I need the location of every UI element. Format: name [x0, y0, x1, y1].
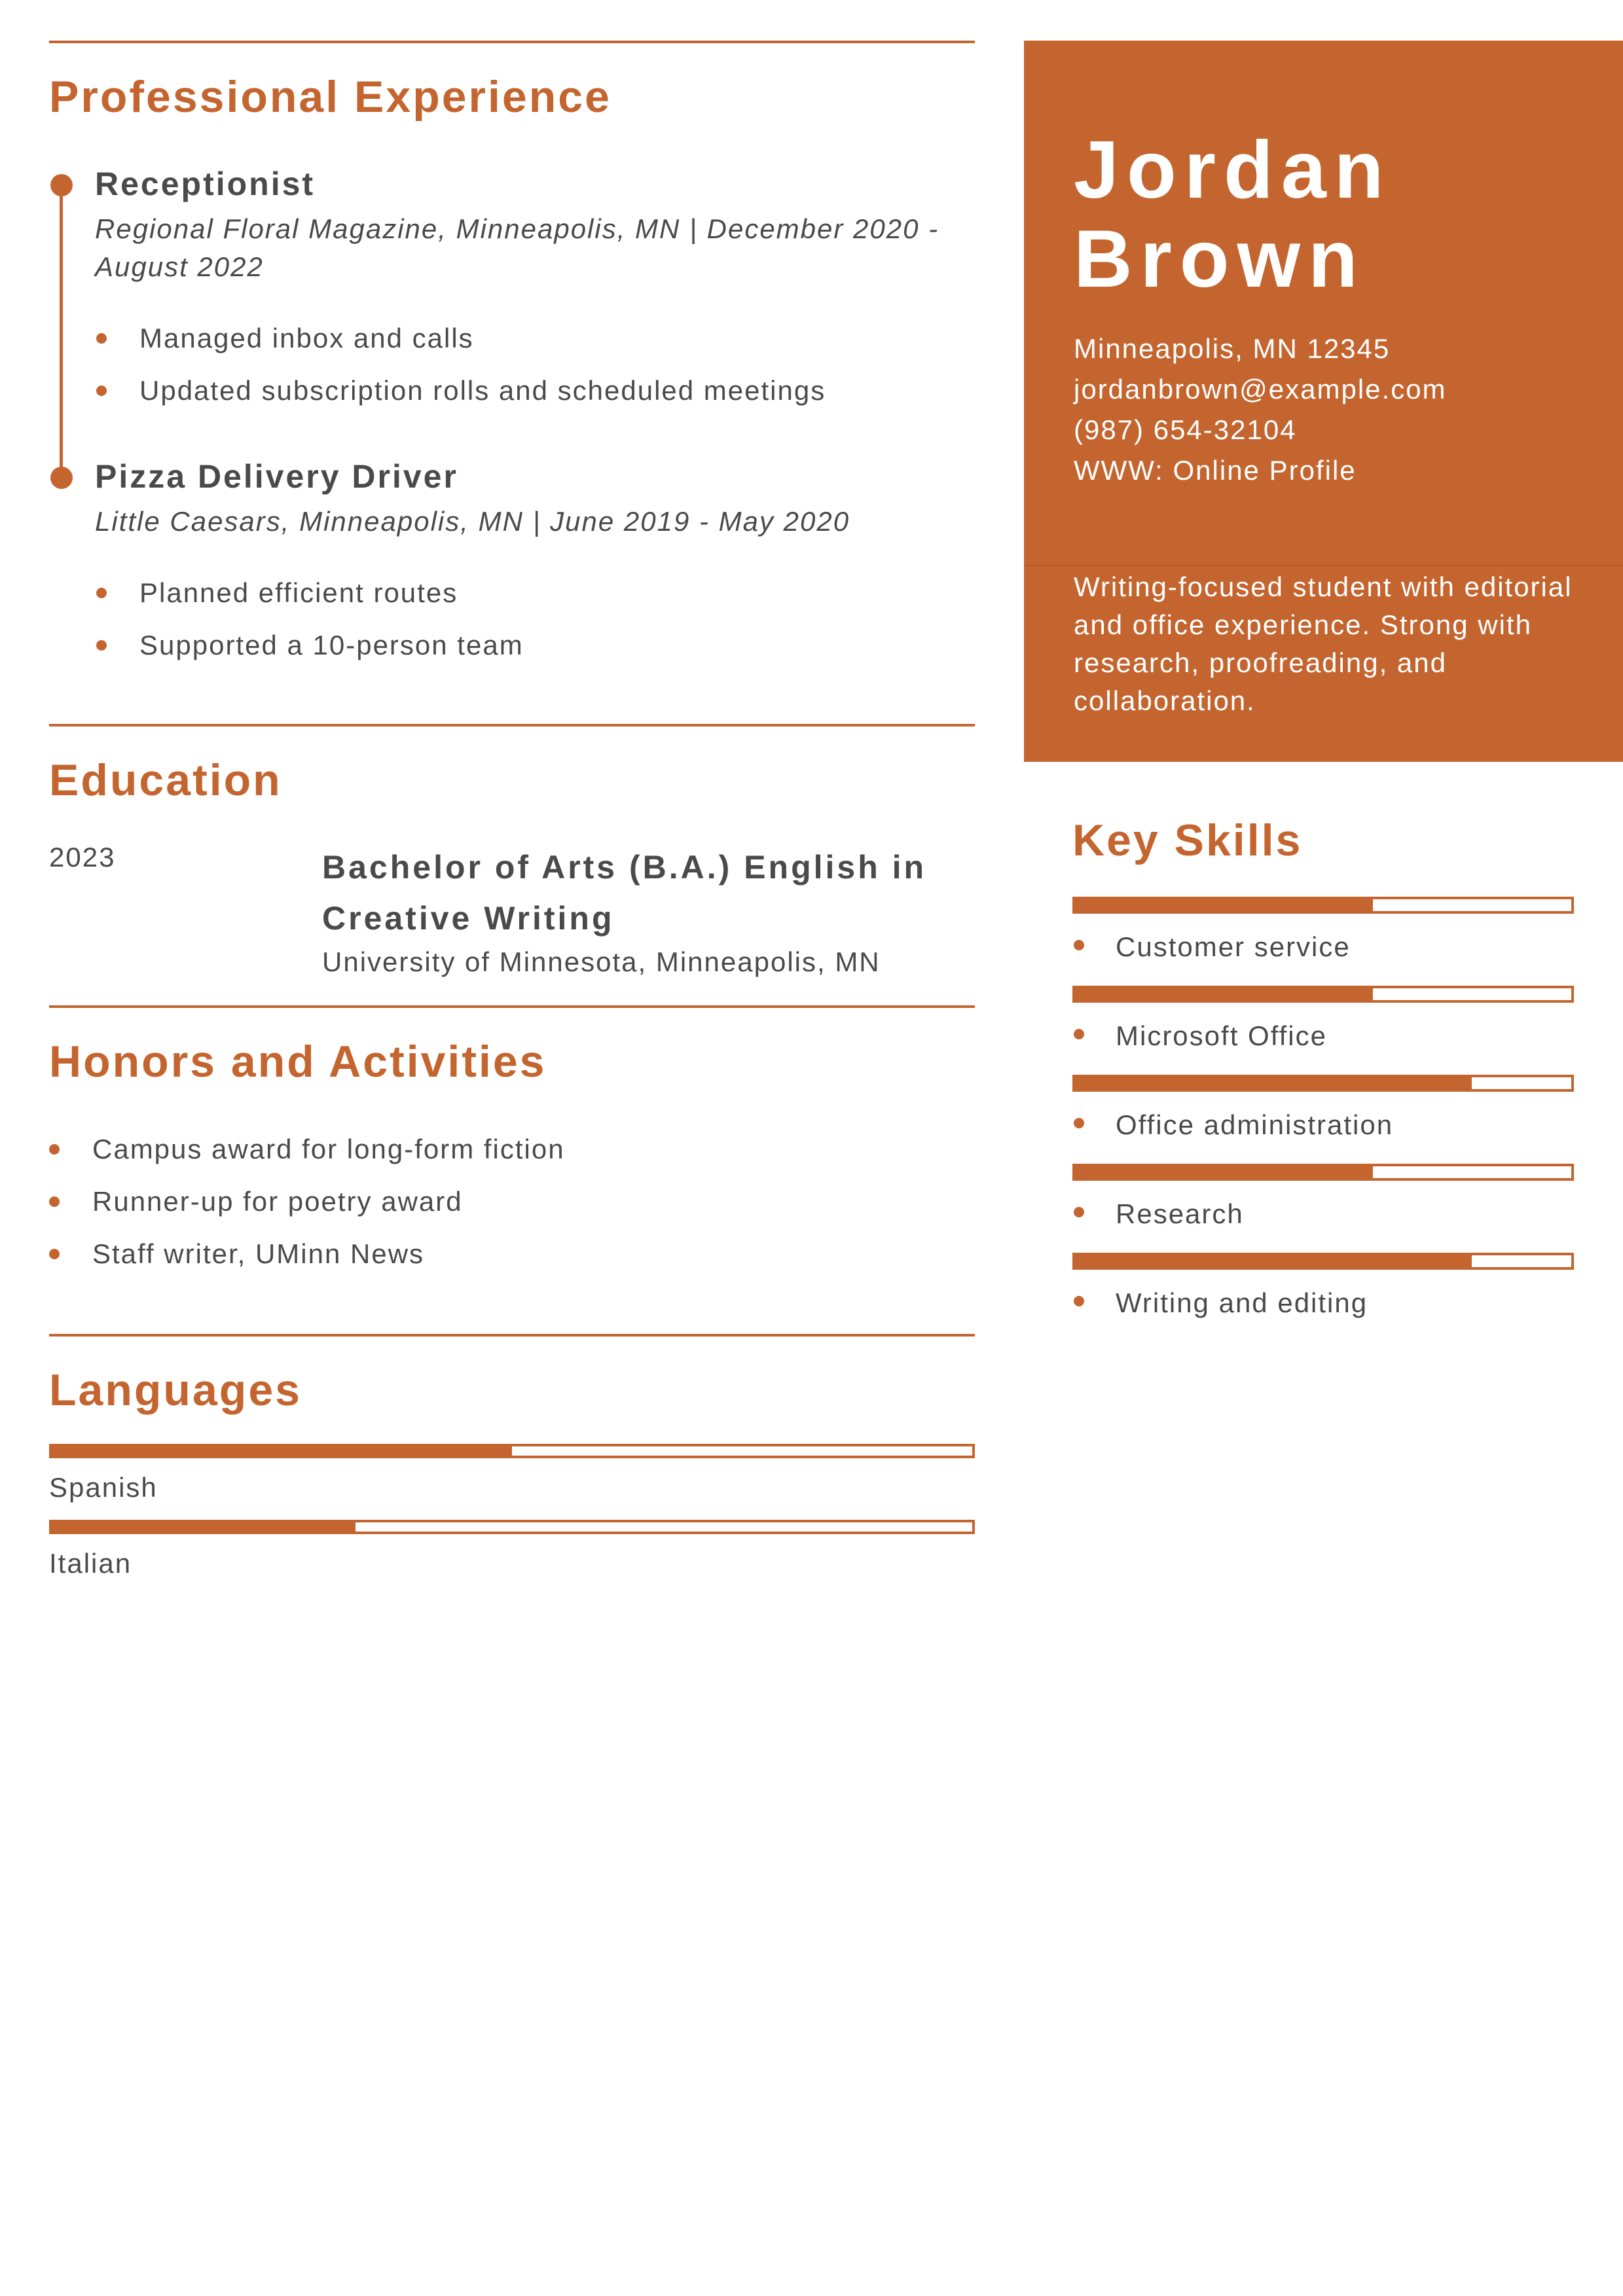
list-item: Managed inbox and calls	[95, 312, 975, 365]
language-level-fill	[52, 1522, 356, 1532]
honors-heading: Honors and Activities	[49, 1037, 547, 1086]
skill-name: Customer service	[1072, 933, 1574, 961]
language-level-bar	[49, 1520, 975, 1534]
skill-name: Office administration	[1072, 1111, 1574, 1139]
skills-heading: Key Skills	[1072, 816, 1303, 865]
skill-level-bar	[1072, 1253, 1574, 1270]
section-divider	[49, 724, 975, 726]
job-meta: Regional Floral Magazine, Minneapolis, MN | December 2020 - August 2022	[95, 213, 939, 282]
section-divider	[49, 1334, 975, 1336]
main-column	[49, 41, 975, 1577]
job-title: Receptionist	[95, 166, 316, 202]
education-degree: Bachelor of Arts (B.A.) English in Creative Writing	[322, 849, 927, 937]
honors-section	[49, 1005, 975, 1280]
skill-item	[1072, 1253, 1574, 1317]
skill-item	[1072, 986, 1574, 1050]
experience-timeline	[49, 166, 975, 672]
job-title: Pizza Delivery Driver	[95, 458, 458, 495]
language-level-fill	[52, 1446, 512, 1456]
languages-list	[49, 1444, 975, 1577]
languages-heading: Languages	[49, 1365, 302, 1415]
education-school: University of Minnesota, Minneapolis, MN	[322, 946, 881, 977]
experience-section	[49, 41, 975, 672]
first-name: Jordan	[1074, 125, 1392, 215]
education-details	[322, 842, 970, 980]
language-name: Spanish	[49, 1472, 158, 1503]
skill-level-fill	[1075, 1166, 1373, 1178]
contact-address: Minneapolis, MN 12345	[1074, 333, 1391, 364]
experience-heading: Professional Experience	[49, 72, 611, 122]
summary-text: Writing-focused student with editorial and office experience. Strong with research, proofreading, and collaboration.	[1074, 571, 1573, 716]
language-level-bar	[49, 1444, 975, 1458]
skill-level-fill	[1075, 1077, 1472, 1089]
contact-info	[1074, 329, 1447, 491]
skills-section	[1072, 818, 1574, 1317]
honors-list	[49, 1123, 975, 1280]
language-item	[49, 1444, 975, 1501]
list-item: Runner-up for poetry award	[49, 1175, 975, 1228]
skill-name: Writing and editing	[1072, 1289, 1574, 1317]
section-divider	[49, 1005, 975, 1008]
job-bullets	[95, 567, 975, 672]
job-meta: Little Caesars, Minneapolis, MN | June 2019 - May 2020	[95, 506, 850, 537]
list-item: Supported a 10-person team	[95, 619, 975, 672]
skill-level-bar	[1072, 897, 1574, 914]
skill-item	[1072, 897, 1574, 961]
sidebar-divider	[1024, 565, 1623, 566]
contact-email[interactable]: jordanbrown@example.com	[1074, 374, 1447, 404]
candidate-name	[1074, 126, 1391, 304]
education-heading: Education	[49, 755, 282, 805]
skill-level-fill	[1075, 1255, 1472, 1267]
skill-name: Microsoft Office	[1072, 1022, 1574, 1050]
job-bullets	[95, 312, 975, 417]
contact-website[interactable]: WWW: Online Profile	[1074, 455, 1357, 486]
skill-level-bar	[1072, 1164, 1574, 1181]
skill-name: Research	[1072, 1200, 1574, 1228]
languages-section	[49, 1334, 975, 1577]
job-entry	[49, 166, 975, 417]
list-item: Campus award for long-form fiction	[49, 1123, 975, 1175]
list-item: Staff writer, UMinn News	[49, 1228, 975, 1280]
language-name: Italian	[49, 1548, 132, 1579]
timeline-dot	[50, 467, 73, 489]
list-item: Planned efficient routes	[95, 567, 975, 619]
education-section	[49, 724, 975, 977]
contact-phone: (987) 654-32104	[1074, 414, 1297, 445]
skill-level-fill	[1075, 988, 1373, 1000]
education-entry	[49, 842, 975, 977]
skill-item	[1072, 1075, 1574, 1139]
skill-level-bar	[1072, 986, 1574, 1003]
skill-level-fill	[1075, 899, 1373, 911]
job-entry	[49, 459, 975, 672]
language-item	[49, 1520, 975, 1577]
section-divider	[49, 41, 975, 43]
header-sidebar	[1024, 41, 1623, 762]
list-item: Updated subscription rolls and scheduled meetings	[95, 365, 975, 417]
skill-item	[1072, 1164, 1574, 1228]
education-year: 2023	[49, 842, 116, 872]
timeline-dot	[50, 174, 73, 196]
skills-list	[1072, 897, 1574, 1317]
last-name: Brown	[1074, 214, 1366, 304]
skill-level-bar	[1072, 1075, 1574, 1092]
